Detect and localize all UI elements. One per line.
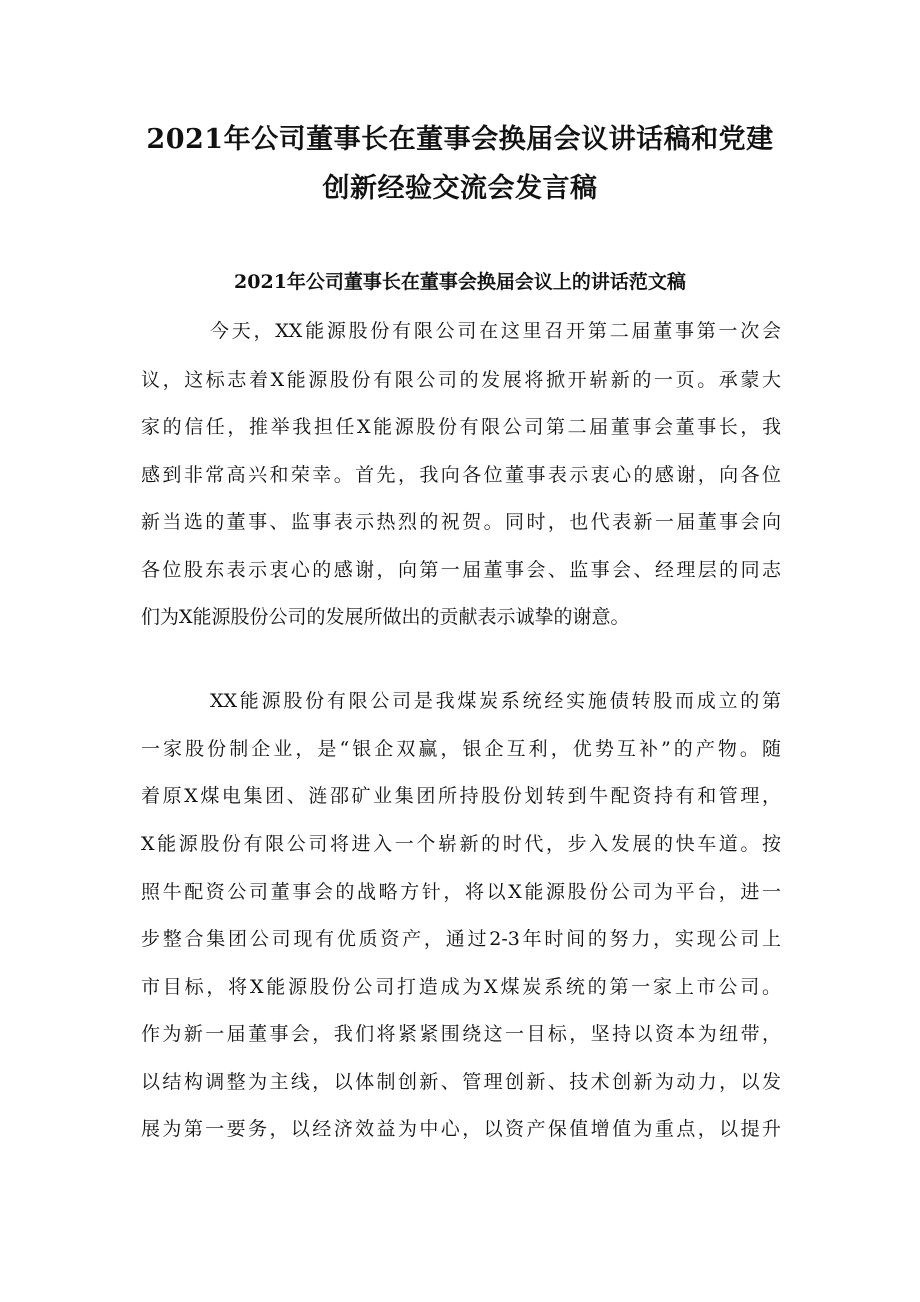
paragraph-1-line-4: 感到非常高兴和荣幸。首先，我向各位董事表示衷心的感谢，向各位 — [141, 464, 781, 486]
paragraph-1-line-7: 们为X能源股份公司的发展所做出的贡献表示诚挚的谢意。 — [141, 606, 630, 628]
document-title-line-1: 2021年公司董事长在董事会换届会议讲话稿和党建 — [146, 124, 774, 155]
paragraph-2-line-8: 作为新一届董事会，我们将紧紧围绕这一目标，坚持以资本为纽带， — [141, 1023, 781, 1045]
paragraph-2-line-9: 以结构调整为主线，以体制创新、管理创新、技术创新为动力，以发 — [141, 1071, 781, 1093]
paragraph-2-line-10: 展为第一要务，以经济效益为中心，以资产保值增值为重点，以提升 — [141, 1118, 781, 1140]
paragraph-2-line-2: 一家股份制企业，是“银企双赢，银企互利，优势互补”的产物。随 — [141, 738, 781, 760]
paragraph-2-line-3: 着原X煤电集团、涟邵矿业集团所持股份划转到牛配资持有和管理， — [141, 785, 781, 807]
section-heading: 2021年公司董事长在董事会换届会议上的讲话范文稿 — [234, 271, 686, 293]
paragraph-2-line-1: XX能源股份有限公司是我煤炭系统经实施债转股而成立的第 — [210, 690, 781, 712]
document-title-line-2: 创新经验交流会发言稿 — [322, 173, 598, 204]
paragraph-1-line-2: 议，这标志着X能源股份有限公司的发展将掀开崭新的一页。承蒙大 — [141, 369, 781, 391]
paragraph-1-line-3: 家的信任，推举我担任X能源股份有限公司第二届董事会董事长，我 — [141, 416, 781, 438]
paragraph-2-line-4: X能源股份有限公司将进入一个崭新的时代，步入发展的快车道。按 — [141, 833, 781, 855]
paragraph-1-line-6: 各位股东表示衷心的感谢，向第一届董事会、监事会、经理层的同志 — [141, 559, 781, 581]
paragraph-1-line-5: 新当选的董事、监事表示热烈的祝贺。同时，也代表新一届董事会向 — [141, 511, 781, 533]
paragraph-1-line-1: 今天，XX能源股份有限公司在这里召开第二届董事第一次会 — [210, 320, 781, 342]
paragraph-2-line-7: 市目标，将X能源股份公司打造成为X煤炭系统的第一家上市公司。 — [141, 976, 781, 998]
paragraph-2-line-5: 照牛配资公司董事会的战略方针，将以X能源股份公司为平台，进一 — [141, 881, 781, 903]
paragraph-2-line-6: 步整合集团公司现有优质资产，通过2-3年时间的努力，实现公司上 — [141, 928, 781, 950]
